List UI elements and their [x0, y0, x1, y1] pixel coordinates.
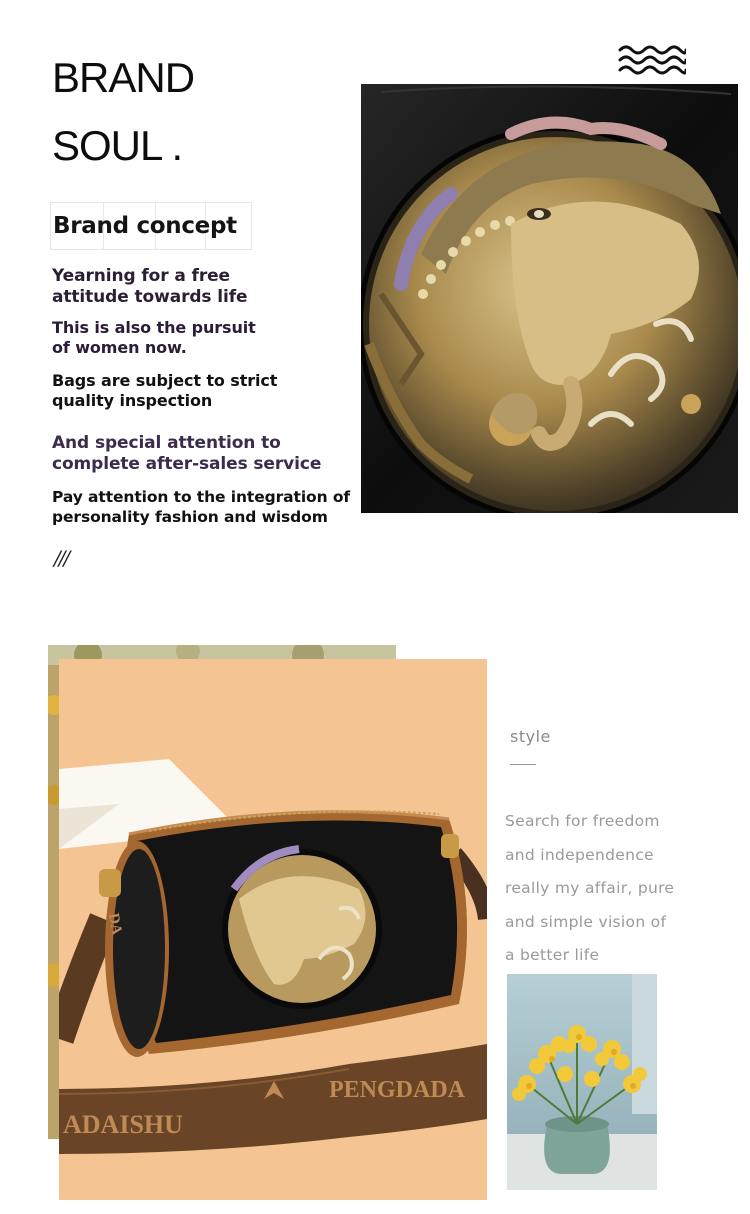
brand-heading-line-1: BRAND [52, 54, 195, 101]
brand-concept-box [50, 202, 252, 250]
product-photo-handbag [59, 659, 487, 1200]
embossed-elephant-closeup-image [361, 84, 738, 513]
style-label: style [510, 727, 551, 746]
strap-brand-text-left: ADAISHU [63, 1110, 183, 1139]
concept-paragraph-2: This is also the pursuit of women now. [52, 318, 256, 357]
concept-paragraph-5: Pay attention to the integration of personality fashion and wisdom [52, 488, 351, 526]
concept-paragraph-3: Bags are subject to strict quality inspection [52, 371, 278, 410]
concept-paragraph-4: And special attention to complete after-sales service [52, 433, 322, 474]
strap-brand-text-right: PENGDADA [329, 1077, 465, 1103]
style-divider [510, 764, 536, 765]
brand-concept-title: Brand concept [53, 213, 237, 239]
decorative-slashes: /// [54, 546, 69, 570]
brand-heading-line-2: SOUL . [52, 122, 183, 169]
style-description: Search for freedom and independence really my affair, pure and simple vision of a better life [505, 812, 675, 965]
strap-brand-text-side: DA [105, 911, 125, 937]
wave-icon [618, 44, 686, 76]
yellow-flowers-vase-image [507, 974, 657, 1190]
concept-paragraph-1: Yearning for a free attitude towards life [52, 266, 248, 307]
